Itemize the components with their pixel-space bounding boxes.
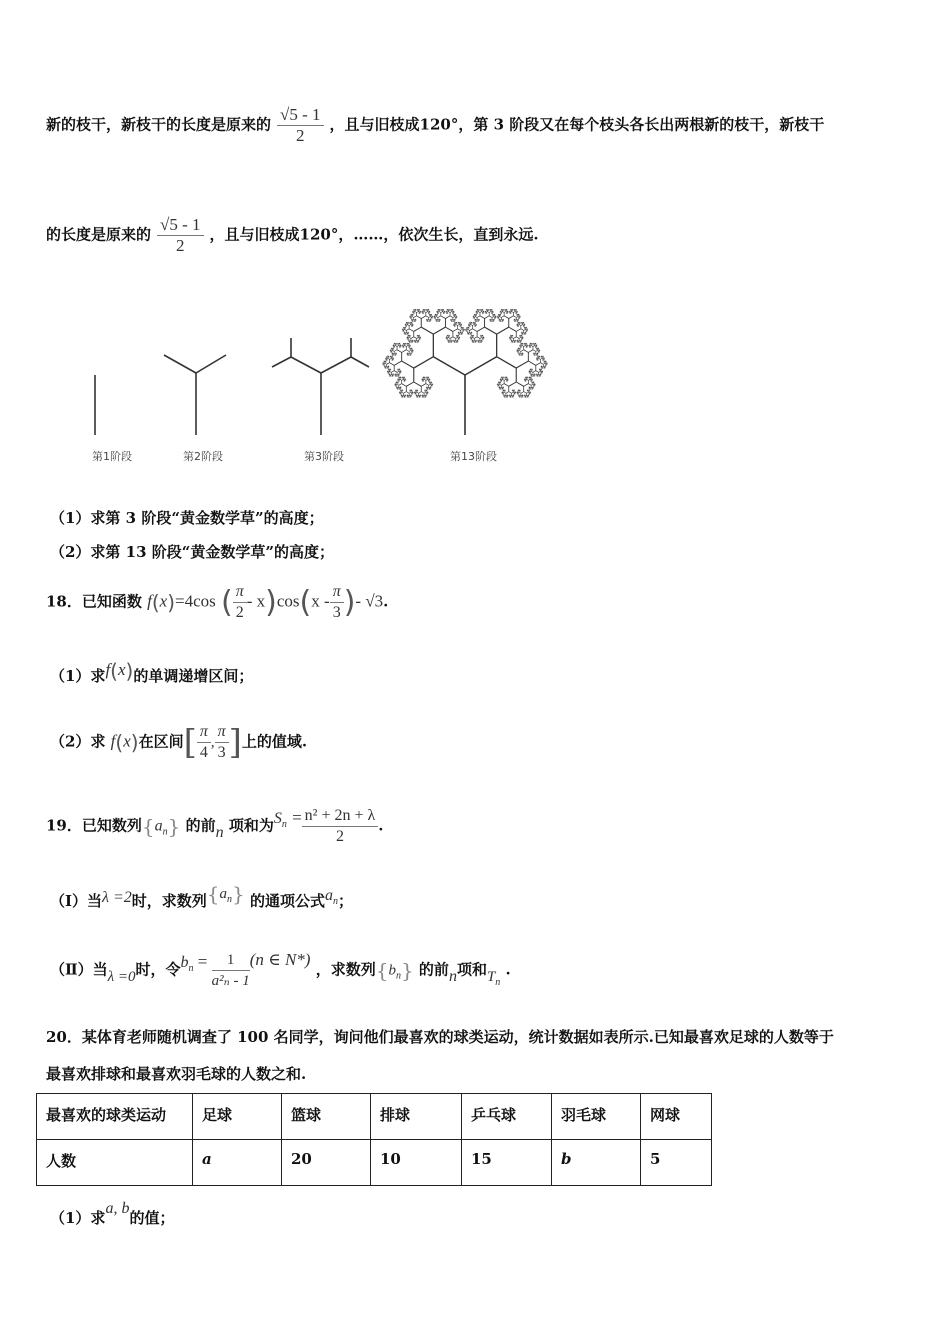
text-segment: 上的值域.: [241, 732, 308, 751]
text-segment: 阶段又在每个枝头各长出两根新的枝干，新枝干: [509, 115, 825, 134]
stage-number: 3: [493, 115, 505, 134]
subscript-n: n: [281, 818, 287, 830]
subscript-n: n: [227, 894, 233, 905]
math-S: S: [273, 809, 282, 827]
text-segment: 在区间: [138, 732, 184, 751]
table-cell: 10: [371, 1140, 462, 1186]
question-number: 18．已知函数: [46, 592, 142, 611]
caption-stage-13: 第13阶段: [450, 450, 497, 463]
pi-over-2: $\frac{\pi}{2}$: [233, 582, 247, 623]
fraction-denominator: 2: [296, 126, 305, 145]
stage2-tree: [164, 355, 226, 435]
period: .: [383, 592, 389, 611]
text-segment: ，且与旧枝成: [209, 225, 300, 244]
math-n: n: [215, 823, 224, 841]
table-cell: b: [552, 1140, 641, 1186]
math-f: f: [105, 660, 111, 679]
math-b: b: [180, 953, 189, 971]
math-x: x: [123, 731, 131, 751]
math-a: a: [154, 817, 163, 835]
subscript-n: n: [495, 976, 501, 988]
q19-statement: 19．已知数列$\{a_n\}$ 的前n 项和为$S_n$ = $\frac{\text{n² + 2n + λ}}{2}$ .: [46, 807, 384, 845]
math-a: a: [219, 886, 228, 902]
math-lambda-2: λ =2: [102, 889, 132, 906]
math-b: b: [388, 962, 396, 979]
caption-stage-2: 第2阶段: [183, 450, 223, 463]
text-segment: ，第: [458, 115, 489, 134]
text-segment: 项和为: [228, 816, 274, 835]
q19-part-1: （Ⅰ）当λ =2时，求数列$\{a_n\}$ 的通项公式$a_n$；: [50, 882, 354, 910]
math-lambda-0: λ =0: [107, 968, 136, 985]
math-T: T: [486, 968, 496, 985]
math-f: f: [147, 591, 152, 611]
math-x: x: [117, 660, 126, 679]
math-minus-x: - x: [246, 591, 266, 611]
angle-value: 120°: [299, 225, 339, 244]
bn-fraction: $\frac{1}{\text{a²ₙ - 1}}$: [211, 952, 250, 989]
table-cell: 15: [462, 1140, 552, 1186]
text-segment: 的长度是原来的: [46, 225, 152, 244]
sn-fraction: $\frac{\text{n² + 2n + λ}}{2}$: [302, 806, 379, 847]
text-segment: （1）求: [50, 1209, 106, 1227]
pi-over-4: $\frac{\pi}{4}$: [197, 722, 211, 763]
text-segment: 项和: [456, 960, 487, 979]
math-cos: cos: [276, 591, 300, 611]
table-header-cell: 乒乓球: [462, 1094, 552, 1140]
text-segment: （1）求: [50, 667, 106, 685]
text-segment: （Ⅰ）当: [50, 892, 103, 910]
q20-part-1: [50, 1200, 175, 1228]
q20-statement-line-2: 最喜欢排球和最喜欢羽毛球的人数之和.: [46, 1065, 307, 1083]
table-cell: a: [193, 1140, 282, 1186]
math-eq: =: [292, 807, 302, 827]
paragraph-line-1: [46, 105, 824, 146]
table-header-cell: 最喜欢的球类运动: [37, 1094, 193, 1140]
math-condition: (n ∈ N*): [249, 949, 311, 969]
period: .: [378, 816, 384, 835]
period: .: [505, 960, 511, 979]
text-segment: 时，求数列: [131, 892, 207, 910]
table-header-cell: 篮球: [282, 1094, 371, 1140]
subscript-n: n: [162, 826, 168, 838]
subscript-n: n: [333, 896, 338, 907]
paragraph-line-2: [46, 215, 539, 256]
caption-stage-1: 第1阶段: [92, 450, 132, 463]
q17-part-2: （2）求第 13 阶段“黄金数学草”的高度；: [50, 543, 335, 561]
q18-statement: 18．已知函数 f(x)=4cos ( $\frac{\pi}{2}$ - x)cos(x - $\frac{\pi}{3}$ )- √3.: [46, 583, 389, 621]
text-segment: ，……，依次生长，直到永远.: [338, 225, 539, 244]
caption-stage-3: 第3阶段: [304, 450, 344, 463]
text-segment: 的前: [418, 960, 449, 979]
q19-part-2: （Ⅱ）当λ =0时，令$b_n$ = $\frac{1}{\text{a²ₙ - 1}}$ (n ∈ N*) ，求数列$\{b_n\}$ 的前n项和$T_n$ .: [50, 949, 511, 989]
table-header-row: [37, 1094, 712, 1140]
text-segment: ，且与旧枝成: [329, 115, 420, 134]
text-segment: ，求数列: [315, 960, 376, 979]
math-a-b: a, b: [105, 1200, 130, 1217]
q20-statement-line-1: 20．某体育老师随机调查了 100 名同学，询问他们最喜欢的球类运动，统计数据如表所示.已知最喜欢足球的人数等于: [46, 1028, 834, 1046]
q17-part-1: （1）求第 3 阶段“黄金数学草”的高度；: [50, 509, 324, 527]
q18-part-1: （1）求f(x)的单调递增区间；: [50, 659, 254, 685]
math-x-minus: x -: [311, 591, 330, 611]
text-segment: 新的枝干，新枝干的长度是原来的: [46, 115, 272, 134]
ratio-fraction: [277, 105, 324, 146]
subscript-n: n: [395, 970, 401, 982]
text-segment: 的通项公式: [249, 892, 325, 910]
text-segment: ；: [338, 892, 354, 910]
table-cell: 20: [282, 1140, 371, 1186]
text-segment: 的单调递增区间；: [133, 667, 254, 685]
table-header-cell: 网球: [641, 1094, 712, 1140]
text-segment: 的值；: [129, 1209, 175, 1227]
question-number: 19．已知数列: [46, 816, 142, 835]
math-minus-sqrt3: - √3: [355, 591, 384, 611]
q18-part-2: （2）求 f(x)在区间[ $\frac{\pi}{4}$ , $\frac{\pi}{3}$ ]上的值域.: [50, 722, 308, 763]
table-header-cell: 排球: [371, 1094, 462, 1140]
golden-grass-figure: [86, 300, 556, 470]
table-cell: 5: [641, 1140, 712, 1186]
table-row: [37, 1140, 712, 1186]
angle-value: 120°: [419, 115, 459, 134]
pi-over-3: $\frac{\pi}{3}$: [330, 582, 344, 623]
math-a: a: [325, 887, 333, 904]
stage3-tree: [272, 338, 369, 435]
math-f: f: [110, 731, 116, 751]
text-segment: 时，令: [135, 960, 181, 979]
fraction-numerator: √5 - 1: [277, 105, 324, 126]
fraction-numerator: √5 - 1: [157, 215, 204, 236]
math-n: n: [448, 967, 457, 985]
math-eq: =4cos: [175, 591, 216, 611]
sports-survey-table: [36, 1093, 712, 1186]
fraction-denominator: 2: [176, 236, 185, 255]
text-segment: （2）求: [50, 732, 106, 751]
table-header-cell: 羽毛球: [552, 1094, 641, 1140]
text-segment: 的前: [185, 816, 216, 835]
pi-over-3: $\frac{\pi}{3}$: [215, 722, 229, 763]
math-x: x: [159, 591, 168, 611]
stage13-fractal-tree: [382, 309, 547, 435]
text-segment: （Ⅱ）当: [50, 960, 108, 979]
table-cell: 人数: [37, 1140, 193, 1186]
ratio-fraction: [157, 215, 204, 256]
subscript-n: n: [188, 962, 194, 974]
table-header-cell: 足球: [193, 1094, 282, 1140]
